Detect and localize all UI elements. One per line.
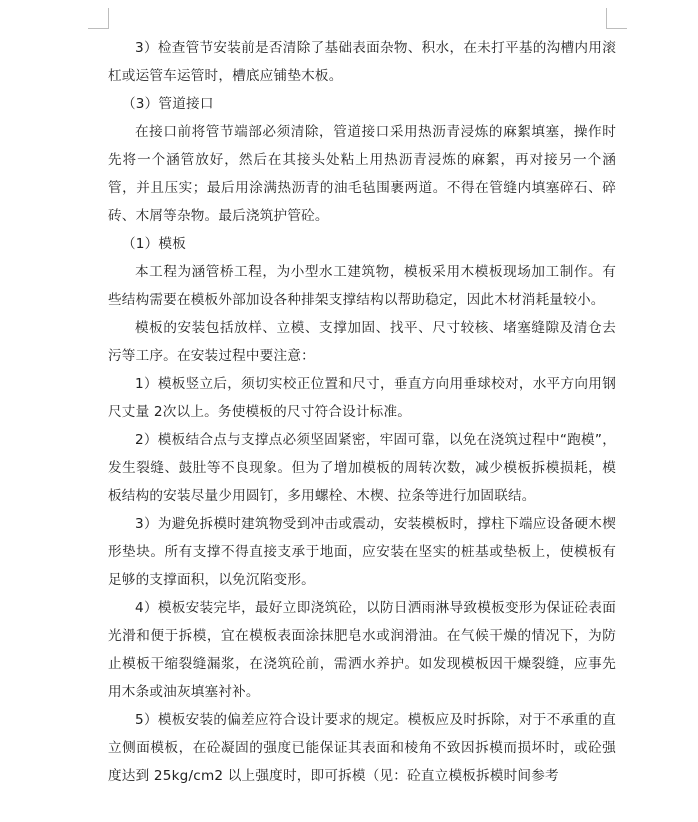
crop-mark-top-left [88,8,109,29]
paragraph-formwork-steps: 模板的安装包括放样、立模、支撑加固、找平、尺寸较核、堵塞缝隙及清仓去污等工序。在安装过程中要注意： [108,320,616,364]
paragraph-pipe-install-check: 3）检查管节安装前是否清除了基础表面杂物、积水，在未打平基的沟槽内用滚杠或运管车运管时，槽底应铺垫木板。 [108,40,616,84]
paragraph-formwork-item-5: 5）模板安装的偏差应符合设计要求的规定。模板应及时拆除，对于不承重的直立侧面模板，在砼凝固的强度已能保证其表面和棱角不致因拆模而损坏时，或砼强度达到 25kg/cm2 以上强度时，即可拆模（见：砼直立模板拆模时间参考 [108,712,616,784]
paragraph-formwork-item-4: 4）模板安装完毕，最好立即浇筑砼，以防日洒雨淋导致模板变形为保证砼表面光滑和便于拆模，宜在模板表面涂抹肥皂水或润滑油。在气候干燥的情况下，为防止模板干缩裂缝漏浆，在浇筑砼前，需洒水养护。如发现模板因干燥裂缝，应事先用木条或油灰填塞衬补。 [108,600,616,700]
paragraph-pipe-joint: 在接口前将管节端部必须清除，管道接口采用热沥青浸炼的麻絮填塞，操作时先将一个涵管放好，然后在其接头处粘上用热沥青浸炼的麻絮，再对接另一个涵管，并且压实；最后用涂满热沥青的油毛毡围裹两道。不得在管缝内填塞碎石、碎砖、木屑等杂物。最后浇筑护管砼。 [108,124,616,224]
crop-mark-top-right [606,8,627,29]
paragraph-formwork-item-3: 3）为避免拆模时建筑物受到冲击或震动，安装模板时，撑柱下端应设备硬木楔形垫块。所有支撑不得直接支承于地面，应安装在坚实的桩基或垫板上，使模板有足够的支撑面积，以免沉陷变形。 [108,516,616,588]
paragraph-formwork-item-2: 2）模板结合点与支撑点必须坚固紧密，牢固可靠，以免在浇筑过程中“跑模”，发生裂缝、鼓肚等不良现象。但为了增加模板的周转次数，减少模板拆模损耗，模板结构的安装尽量少用圆钉，多用螺栓、木楔、拉条等进行加固联结。 [108,432,616,504]
paragraph-formwork-item-1: 1）模板竖立后，须切实校正位置和尺寸，垂直方向用垂球校对，水平方向用钢尺丈量 2次以上。务使模板的尺寸符合设计标准。 [108,376,616,420]
paragraph-formwork-intro: 本工程为涵管桥工程，为小型水工建筑物，模板采用木模板现场加工制作。有些结构需要在模板外部加设各种排架支撑结构以帮助稳定，因此木材消耗量较小。 [108,264,616,308]
heading-pipe-joint: （3）管道接口 [122,96,214,112]
body-text [108,34,616,790]
heading-formwork: （1）模板 [122,236,187,252]
